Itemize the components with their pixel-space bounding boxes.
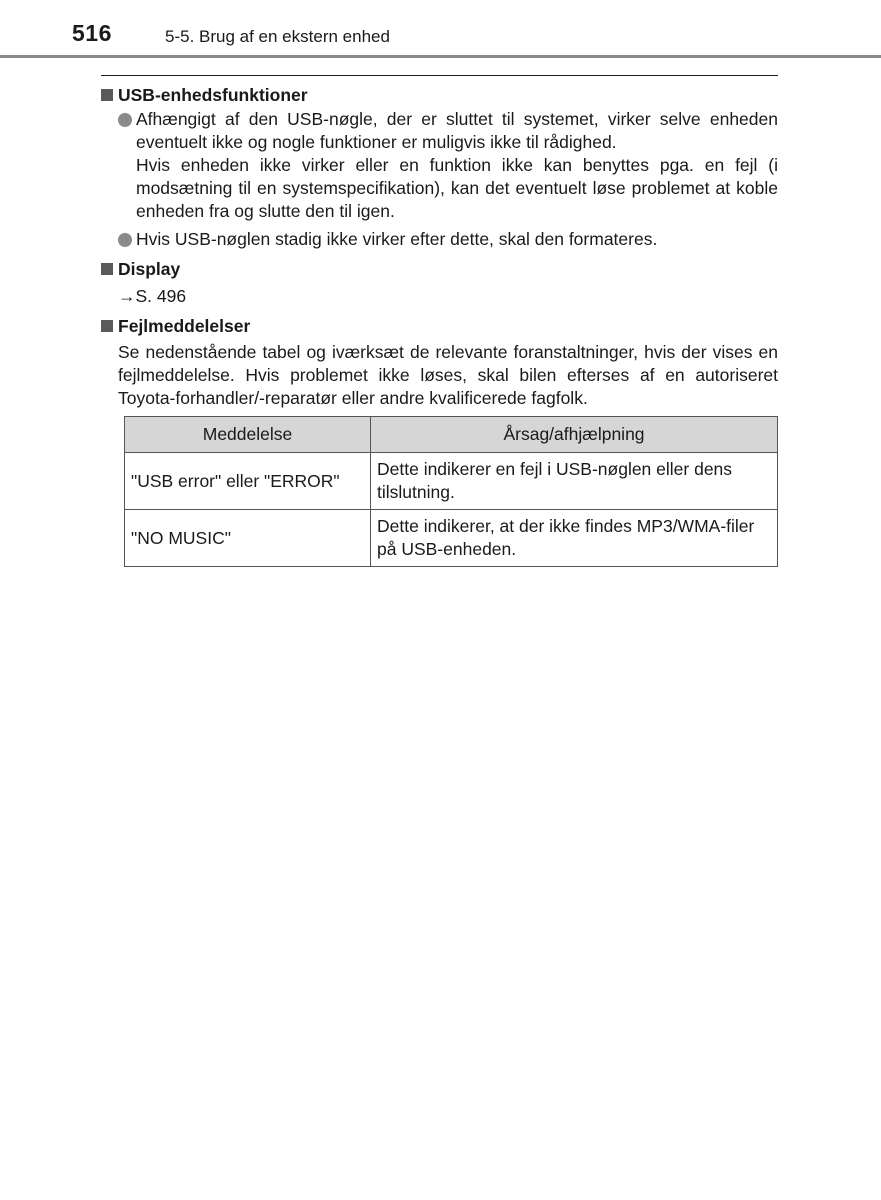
section-title: Fejlmeddelelser <box>118 315 251 336</box>
circle-bullet-icon <box>118 113 132 127</box>
section-heading-errors <box>101 313 778 339</box>
error-message-table <box>124 416 778 567</box>
bullet-item <box>101 108 778 223</box>
table-header-cell: Årsag/afhjælpning <box>371 417 778 453</box>
table-row <box>125 453 778 510</box>
page-number: 516 <box>72 20 112 46</box>
section-heading-usb <box>101 82 778 108</box>
section-paragraph: Se nedenstående tabel og iværksæt de relevante foranstaltninger, hvis der vises en fejlmeddelelse. Hvis problemet ikke løses, skal bilen efterses af en autoriseret Toyota-forhandler/-reparatør eller andre kvalificerede fagfolk. <box>118 342 778 408</box>
bullet-item <box>101 228 778 251</box>
bullet-extra-text: Hvis enheden ikke virker eller en funktion ikke kan benyttes pga. en fejl (i modsætning til en systemspecifikation), kan det eventuelt løse problemet at koble enheden fra og slutte den til igen. <box>136 155 778 221</box>
table-cell-message: "NO MUSIC" <box>125 510 371 567</box>
chapter-title: 5-5. Brug af en ekstern enhed <box>165 27 390 46</box>
table-cell-message: "USB error" eller "ERROR" <box>125 453 371 510</box>
section-heading-display <box>101 256 778 282</box>
section-rule <box>101 75 778 76</box>
table-header-row <box>125 417 778 453</box>
section-title: Display <box>118 258 181 279</box>
header-rule <box>0 55 881 58</box>
table-cell-cause: Dette indikerer, at der ikke findes MP3/WMA-filer på USB-enheden. <box>371 510 778 567</box>
page-reference-link[interactable]: →S. 496 <box>118 286 187 306</box>
bullet-text: Hvis USB-nøglen stadig ikke virker efter dette, skal den formateres. <box>136 229 658 249</box>
bullet-text: Afhængigt af den USB-nøgle, der er sluttet til systemet, virker selve enheden eventuelt ikke og nogle funktioner er muligvis ikke til rådighed. <box>136 109 778 152</box>
table-header-cell: Meddelelse <box>125 417 371 453</box>
table-row <box>125 510 778 567</box>
circle-bullet-icon <box>118 233 132 247</box>
table-cell-cause: Dette indikerer en fejl i USB-nøglen eller dens tilslutning. <box>371 453 778 510</box>
square-bullet-icon <box>101 89 113 101</box>
page-content <box>101 82 778 410</box>
square-bullet-icon <box>101 320 113 332</box>
section-title: USB-enhedsfunktioner <box>118 84 308 105</box>
square-bullet-icon <box>101 263 113 275</box>
